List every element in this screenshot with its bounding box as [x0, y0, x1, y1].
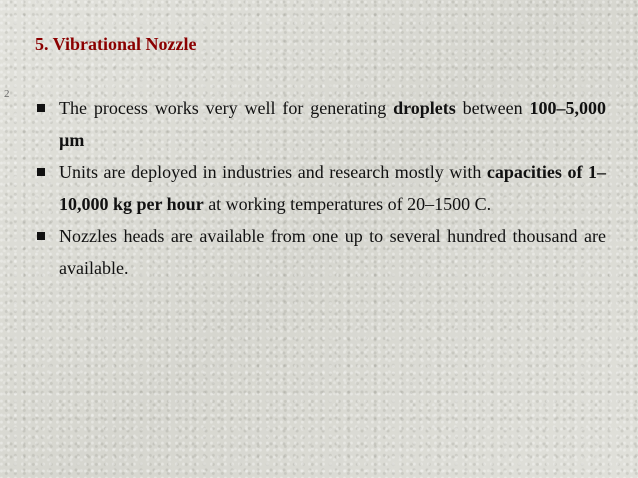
slide-title: 5. Vibrational Nozzle: [35, 34, 197, 54]
bullet-item-nozzle-heads: [34, 220, 606, 284]
bullet-bold-text: droplets: [393, 98, 456, 118]
bullet-bold-text: capacities of 1–10,000 kg per hour: [59, 162, 606, 214]
bullet-item-droplets: [34, 92, 606, 156]
square-bullet-icon: [37, 92, 45, 124]
bullet-text: The process works very well for generating: [59, 98, 394, 118]
bullet-item-capacities: [34, 156, 606, 220]
bullet-text: at working temperatures of 20–1500 C.: [203, 194, 492, 214]
bullet-bold-text: 100–5,000 µm: [59, 98, 607, 150]
square-bullet-icon: [37, 220, 45, 252]
bullet-text: Units are deployed in industries and research mostly with: [59, 162, 487, 182]
square-bullet-icon: [37, 156, 45, 188]
bullet-text: between: [455, 98, 530, 118]
bullet-list: [34, 92, 606, 284]
slide-number: 2: [4, 88, 10, 100]
bullet-text: Nozzles heads are available from one up to several hundred thousand are available.: [59, 226, 606, 278]
